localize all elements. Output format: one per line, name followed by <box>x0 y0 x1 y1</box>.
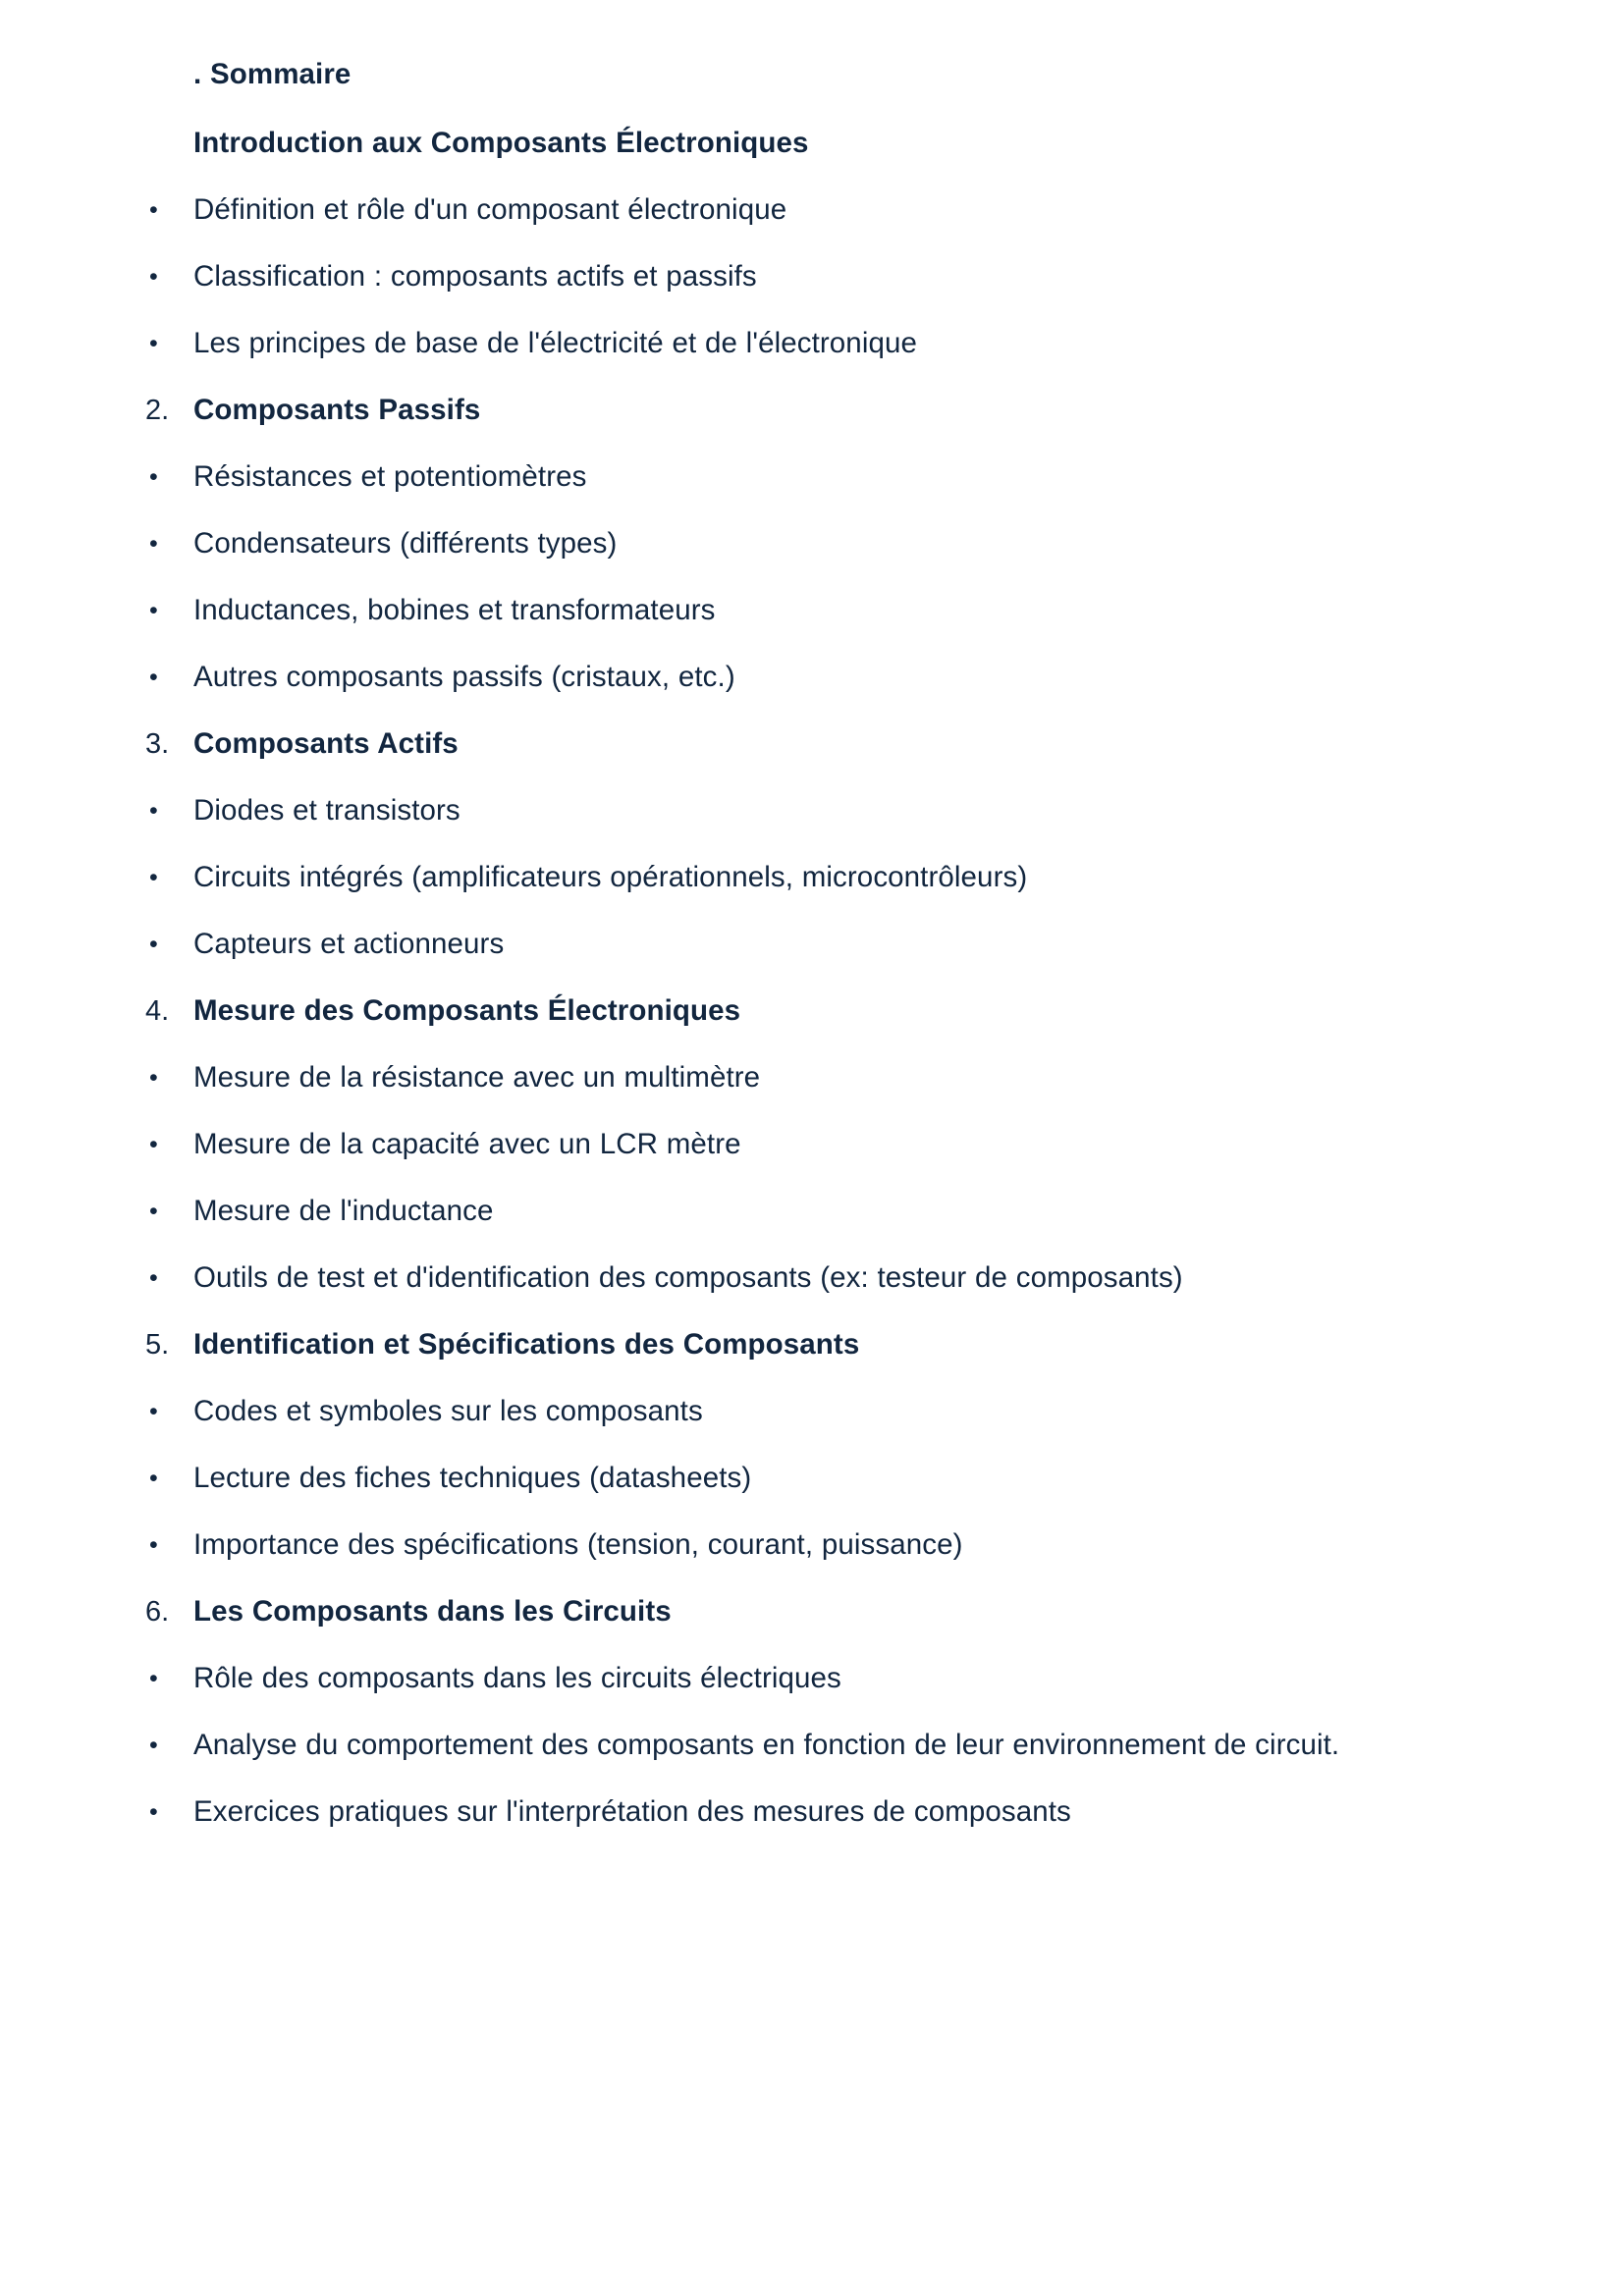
bullet-icon: • <box>149 664 158 691</box>
outline-item-text: Composants Actifs <box>193 727 459 760</box>
outline-item-text: Exercices pratiques sur l'interprétation des mesures de composants <box>193 1795 1071 1828</box>
bullet-list-item <box>0 1391 1624 1432</box>
bullet-list-item <box>0 1791 1624 1833</box>
bullet-list-item <box>0 1658 1624 1699</box>
bullet-list-item <box>0 1257 1624 1299</box>
numbered-list-item <box>0 723 1624 765</box>
document-title <box>0 54 1624 95</box>
bullet-icon: • <box>149 263 158 291</box>
outline-item-text: Mesure de l'inductance <box>193 1195 494 1227</box>
bullet-list-item <box>0 1191 1624 1232</box>
bullet-list-item <box>0 456 1624 498</box>
outline-item-text: Lecture des fiches techniques (datasheets) <box>193 1462 752 1494</box>
bullet-list-item <box>0 523 1624 564</box>
outline-item-text: Autres composants passifs (cristaux, etc.) <box>193 661 735 693</box>
bullet-icon: • <box>149 1665 158 1692</box>
outline-item-text: Rôle des composants dans les circuits électriques <box>193 1662 841 1694</box>
list-number: 4. <box>145 995 170 1027</box>
outline-item-text: Introduction aux Composants Électroniques <box>193 127 809 159</box>
outline-item-text: Mesure de la résistance avec un multimètre <box>193 1061 761 1094</box>
outline-item-text: Les principes de base de l'électricité et de l'électronique <box>193 327 917 359</box>
numbered-list-item <box>0 990 1624 1032</box>
outline-item-text: Résistances et potentiomètres <box>193 460 587 493</box>
list-number: 2. <box>145 395 170 426</box>
outline-item-text: . Sommaire <box>193 58 352 90</box>
outline-item-text: Diodes et transistors <box>193 794 460 827</box>
list-number: 3. <box>145 728 170 760</box>
bullet-list-item <box>0 1725 1624 1766</box>
bullet-icon: • <box>149 1465 158 1492</box>
outline-item-text: Composants Passifs <box>193 394 481 426</box>
list-number: 5. <box>145 1329 170 1361</box>
bullet-icon: • <box>149 597 158 624</box>
bullet-icon: • <box>149 1398 158 1425</box>
outline-item-text: Inductances, bobines et transformateurs <box>193 594 716 626</box>
bullet-icon: • <box>149 463 158 491</box>
bullet-list-item <box>0 857 1624 898</box>
bullet-list-item <box>0 924 1624 965</box>
section-heading <box>0 123 1624 164</box>
outline-item-text: Mesure de la capacité avec un LCR mètre <box>193 1128 741 1160</box>
outline-item-text: Condensateurs (différents types) <box>193 527 618 560</box>
bullet-list-item <box>0 590 1624 631</box>
bullet-icon: • <box>149 931 158 958</box>
numbered-list-item <box>0 1591 1624 1632</box>
list-number: 6. <box>145 1596 170 1628</box>
bullet-icon: • <box>149 530 158 558</box>
outline-item-text: Analyse du comportement des composants en fonction de leur environnement de circuit. <box>193 1729 1340 1761</box>
outline-item-text: Outils de test et d'identification des composants (ex: testeur de composants) <box>193 1261 1183 1294</box>
bullet-list-item <box>0 657 1624 698</box>
bullet-icon: • <box>149 330 158 357</box>
numbered-list-item <box>0 1324 1624 1365</box>
bullet-icon: • <box>149 1131 158 1158</box>
bullet-list-item <box>0 1057 1624 1098</box>
bullet-list-item <box>0 1124 1624 1165</box>
outline-item-text: Les Composants dans les Circuits <box>193 1595 672 1628</box>
outline-item-text: Importance des spécifications (tension, courant, puissance) <box>193 1528 963 1561</box>
bullet-list-item <box>0 790 1624 831</box>
bullet-icon: • <box>149 1732 158 1759</box>
bullet-icon: • <box>149 864 158 891</box>
bullet-icon: • <box>149 1064 158 1092</box>
outline-item-text: Classification : composants actifs et passifs <box>193 260 757 293</box>
bullet-icon: • <box>149 1264 158 1292</box>
bullet-icon: • <box>149 196 158 224</box>
outline-item-text: Identification et Spécifications des Composants <box>193 1328 860 1361</box>
bullet-list-item <box>0 189 1624 231</box>
bullet-list-item <box>0 323 1624 364</box>
outline-item-text: Capteurs et actionneurs <box>193 928 505 960</box>
bullet-list-item <box>0 1524 1624 1566</box>
bullet-list-item <box>0 256 1624 297</box>
bullet-icon: • <box>149 1198 158 1225</box>
bullet-list-item <box>0 1458 1624 1499</box>
bullet-icon: • <box>149 1798 158 1826</box>
numbered-list-item <box>0 390 1624 431</box>
outline-item-text: Circuits intégrés (amplificateurs opérationnels, microcontrôleurs) <box>193 861 1028 893</box>
outline-item-text: Définition et rôle d'un composant électronique <box>193 193 787 226</box>
outline-item-text: Codes et symboles sur les composants <box>193 1395 703 1427</box>
bullet-icon: • <box>149 1531 158 1559</box>
bullet-icon: • <box>149 797 158 825</box>
outline-item-text: Mesure des Composants Électroniques <box>193 994 741 1027</box>
